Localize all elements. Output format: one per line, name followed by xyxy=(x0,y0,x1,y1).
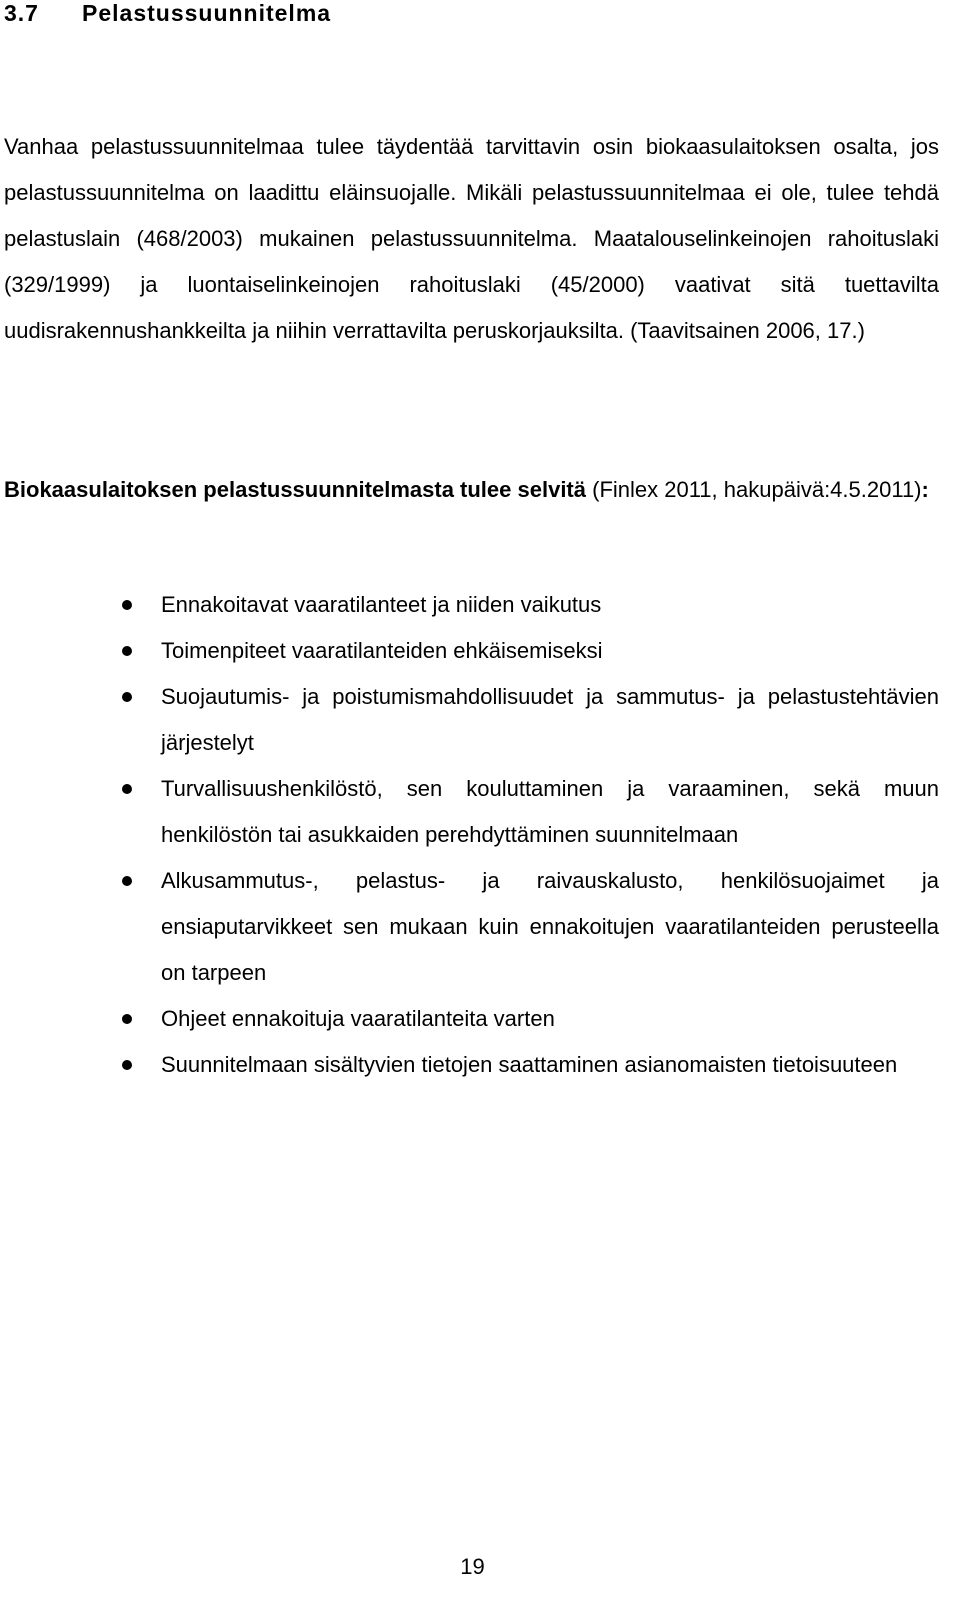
requirements-list xyxy=(0,582,960,1088)
list-item xyxy=(0,996,939,1042)
bullet-icon xyxy=(122,1014,132,1024)
list-intro-bold-text: Biokaasulaitoksen pelastussuunnitelmasta tulee selvitä xyxy=(4,477,586,502)
section-title: Pelastussuunnitelma xyxy=(82,0,332,26)
list-item xyxy=(0,628,939,674)
section-number: 3.7 xyxy=(4,0,39,26)
section-heading xyxy=(4,0,331,26)
list-intro-colon: : xyxy=(921,477,929,502)
bullet-icon xyxy=(122,600,132,610)
bullet-icon xyxy=(122,784,132,794)
list-item xyxy=(0,858,939,996)
bullet-icon xyxy=(122,876,132,886)
bullet-icon xyxy=(122,1060,132,1070)
page-number: 19 xyxy=(460,1554,485,1579)
list-item xyxy=(0,582,939,628)
list-item-text: Ohjeet ennakoituja vaaratilanteita varten xyxy=(161,1006,555,1031)
bullet-icon xyxy=(122,646,132,656)
list-intro-paragraph xyxy=(4,467,939,513)
list-item xyxy=(0,1042,939,1088)
list-item-text: Suunnitelmaan sisältyvien tietojen saattaminen asianomaisten tietoisuuteen xyxy=(161,1052,898,1077)
list-item xyxy=(0,674,939,766)
bullet-icon xyxy=(122,692,132,702)
list-item-text: Turvallisuushenkilöstö, sen kouluttaminen ja varaaminen, sekä muun henkilöstön tai asukkaiden perehdyttäminen suunnitelmaan xyxy=(161,776,939,847)
list-item-text: Suojautumis- ja poistumismahdollisuudet ja sammutus- ja pelastustehtävien järjestelyt xyxy=(161,684,939,755)
list-item xyxy=(0,766,939,858)
list-item-text: Ennakoitavat vaaratilanteet ja niiden vaikutus xyxy=(161,592,602,617)
intro-paragraph: Vanhaa pelastussuunnitelmaa tulee täydentää tarvittavin osin biokaasulaitoksen osalta, jos pelastussuunnitelma on laadittu eläinsuojalle. Mikäli pelastussuunnitelmaa ei ole, tulee tehdä pelastuslain (468/2003) mukainen pelastussuunnitelma. Maatalouselinkeinojen rahoituslaki (329/1999) ja luontaiselinkeinojen rahoituslaki (45/2000) vaativat sitä tuettavilta uudisrakennushankkeilta ja niihin verrattavilta peruskorjauksilta. (Taavitsainen 2006, 17.) xyxy=(4,134,939,343)
list-item-text: Alkusammutus-, pelastus- ja raivauskalusto, henkilösuojaimet ja ensiaputarvikkeet sen mukaan kuin ennakoitujen vaaratilanteiden perusteella on tarpeen xyxy=(161,868,939,985)
list-intro-citation: (Finlex 2011, hakupäivä:4.5.2011) xyxy=(586,477,922,502)
list-item-text: Toimenpiteet vaaratilanteiden ehkäisemiseksi xyxy=(161,638,603,663)
